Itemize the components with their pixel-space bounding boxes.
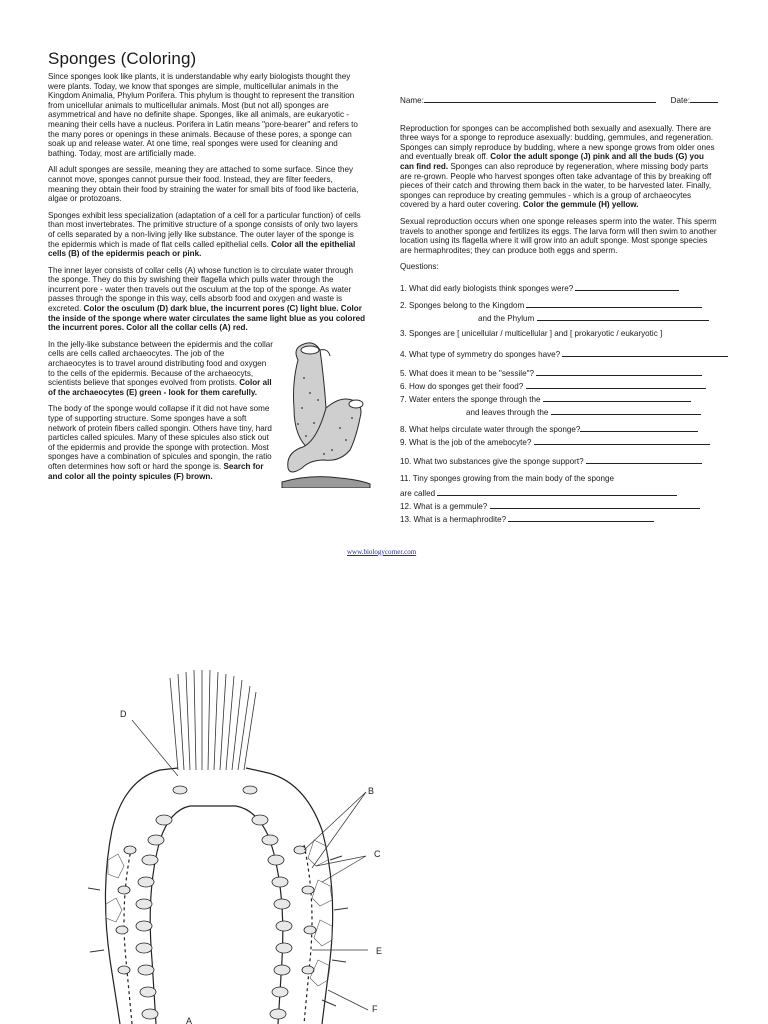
answer-5[interactable] [536, 367, 702, 376]
sponge-body-outline [105, 768, 332, 1024]
reading-column-right [400, 94, 718, 526]
label-e: E [376, 946, 383, 956]
instruction-spicules: Search for and color all the pointy spicules (F) brown. [48, 461, 264, 481]
question-12: 12. What is a gemmule? [400, 500, 718, 513]
archaeocytes-paragraph: In the jelly-like substance between the epidermis and the collar cells are cells called archaeocytes. The job of the archaeocytes is to travel around distributing food and oxygen to the cells of the epidermis. Because of the archaeocyts, scientists believe that sponges evolved from protists. Color all of the archaeocytes (E) green - look for them carefully. [48, 339, 273, 397]
structure-paragraph: Sponges exhibit less specialization (adaptation of a cell for a particular function) of cells than most invertebrates. The primitive structure of a sponge consists of only two layers of cells separated by a non-living jelly like substance. The outer layer of the sponge is the epidermis which is made of flat cells called epithelial cells. Color all the epithelial cells (B) of the epidermis peach or pink. [48, 210, 361, 259]
questions-heading: Questions: [400, 262, 439, 272]
answer-4[interactable] [562, 348, 728, 357]
instruction-gemmule: Color the gemmule (H) yellow. [522, 200, 639, 210]
reading-column-left [48, 72, 366, 490]
question-6: 6. How do sponges get their food? [400, 380, 718, 393]
question-11: 11. Tiny sponges growing from the main body of the sponge [400, 473, 615, 483]
question-3: 3. Sponges are [ unicellular / multicellular ] and [ prokaryotic / eukaryotic ] [400, 328, 663, 338]
label-a: A [186, 1016, 193, 1024]
support-paragraph: The body of the sponge would collapse if it did not have some type of supporting structure. Some sponges have a soft network of protein fibers called spongin. Others have tiny, hard particles called spicules. Many of these spicules also stick out of the epidermis and provide the sponge with protection. Most sponges have a combination of spicules and spongin, the ratio often determines how soft or hard the sponge is. Search for and color all the pointy spicules (F) brown. [48, 404, 272, 481]
question-10: 10. What two substances give the sponge support? [400, 455, 718, 468]
question-7b: and leaves through the [400, 406, 718, 419]
sessile-paragraph: All adult sponges are sessile, meaning they are attached to some surface. Since they cannot move, sponges cannot pursue their food. Instead, they are filter feeders, meaning they obtain their food by straining the water for small bits of food like bacteria, algae or protozoans. [48, 165, 359, 204]
date-field[interactable] [690, 94, 718, 103]
answer-13[interactable] [508, 513, 654, 522]
sexual-reproduction-paragraph: Sexual reproduction occurs when one sponge releases sperm into the water. This sperm travels to another sponge and fertilizes its eggs. The larva form will then swim to another location using its flagella where it will grow into an adult sponge. Most sponge species are hermaphrodites; they can produce both eggs and sperm. [400, 216, 717, 255]
question-4: 4. What type of symmetry do sponges have? [400, 348, 718, 361]
label-b: B [368, 786, 375, 796]
answer-11[interactable] [437, 487, 677, 496]
sponge-photo-illustration [280, 338, 372, 488]
collar-cells-paragraph: The inner layer consists of collar cells (A) whose function is to circulate water through the sponge. They do this by swishing their flagella which pulls water through the incurrent pore - water then travels out the osculum at the top of the sponge. As water passes through the sponge in this way, cells absorb food and oxygen and waste is excreted. Color the osculum (D) dark blue, the incurrent pores (C) light blue. Color the inside of the sponge where water circulates the same light blue as you colored the incurrent pores. Color all the collar cells (A) red. [48, 265, 366, 333]
intro-paragraph: Since sponges look like plants, it is understandable why early biologists thought they were plants. Today, we know that sponges are simple, multicellular animals in the Kingdom Animalia, Phylum Porifera. This phylum is thought to represent the transition from unicellular animals to multicellular animals. Most (but not all) sponges are asymmetrical and have no definite shape. Sponges, like all animals, are eukaryotic - meaning their cells have a nucleus. Porifera in Latin means "pore-bearer" and refers to the many pores or openings in these animals. Because of these pores, a sponge can soak up and release water. At one time, real sponges were used for cleaning and bathing. Today, most are artificially made. [48, 72, 358, 158]
instruction-buds: Color the adult sponge (J) pink and all the buds (G) you can find red. [400, 152, 704, 171]
name-field[interactable] [424, 94, 656, 103]
question-13: 13. What is a hermaphrodite? [400, 513, 718, 526]
page-title: Sponges (Coloring) [48, 49, 197, 68]
label-leader-lines [132, 720, 368, 1010]
answer-7-enters[interactable] [543, 393, 691, 402]
question-5: 5. What does it mean to be "sessile"? [400, 367, 718, 380]
answer-9[interactable] [534, 436, 710, 445]
name-label: Name: [400, 96, 424, 105]
answer-2-kingdom[interactable] [526, 299, 702, 308]
reproduction-paragraph: Reproduction for sponges can be accomplished both sexually and asexually. There are three ways for a sponge to reproduce asexually: budding, gemmules, and regeneration. Sponges can simply reproduce by budding, where a new sponge grows from older ones and eventually break off. Color the adult sponge (J) pink and all the buds (G) you can find red. Sponges can also reproduce by regeneration, where missing body parts are re-grown. People who harvest sponges often take advantage of this by breaking off pieces of their catch and throwing them back in the water, to be harvested later. Finally, sponges can reproduce by creating gemmules - which is a group of archaeocytes covered by a hard outer covering. Color the gemmule (H) yellow. [400, 123, 715, 210]
label-d: D [120, 709, 127, 719]
sponge-anatomy-diagram [60, 660, 400, 1024]
answer-1[interactable] [575, 282, 679, 291]
source-link[interactable]: www.biologycorner.com [347, 548, 417, 556]
answer-6[interactable] [526, 380, 706, 389]
question-2b: and the Phylum [400, 312, 718, 325]
answer-2-phylum[interactable] [537, 312, 709, 321]
answer-8[interactable] [580, 423, 698, 432]
name-date-line [400, 94, 718, 106]
osculum-flagella [170, 670, 256, 770]
answer-12[interactable] [490, 500, 700, 509]
collar-cells [116, 786, 316, 1019]
instruction-epithelial: Color all the epithelial cells (B) of the epidermis peach or pink. [48, 239, 356, 259]
answer-7-leaves[interactable] [551, 406, 701, 415]
instruction-archaeocytes: Color all of the archaeocytes (E) green - look for them carefully. [48, 378, 272, 397]
instruction-osculum: Color the osculum (D) dark blue, the incurrent pores (C) light blue. Color the inside of the sponge where water circulates the same light blue as you colored the incurrent pores. Color all the collar cells (A) red. [48, 304, 366, 333]
answer-10[interactable] [586, 455, 702, 464]
question-8: 8. What helps circulate water through the sponge? [400, 423, 718, 436]
date-label: Date: [670, 96, 690, 105]
question-7: 7. Water enters the sponge through the [400, 393, 718, 406]
question-1: 1. What did early biologists think sponges were? [400, 282, 718, 295]
question-9: 9. What is the job of the amebocyte? [400, 436, 718, 449]
label-f: F [372, 1004, 378, 1014]
epidermis-cells [106, 840, 332, 986]
label-c: C [374, 849, 381, 859]
question-2: 2. Sponges belong to the Kingdom [400, 299, 718, 312]
question-11b: are called [400, 487, 718, 500]
